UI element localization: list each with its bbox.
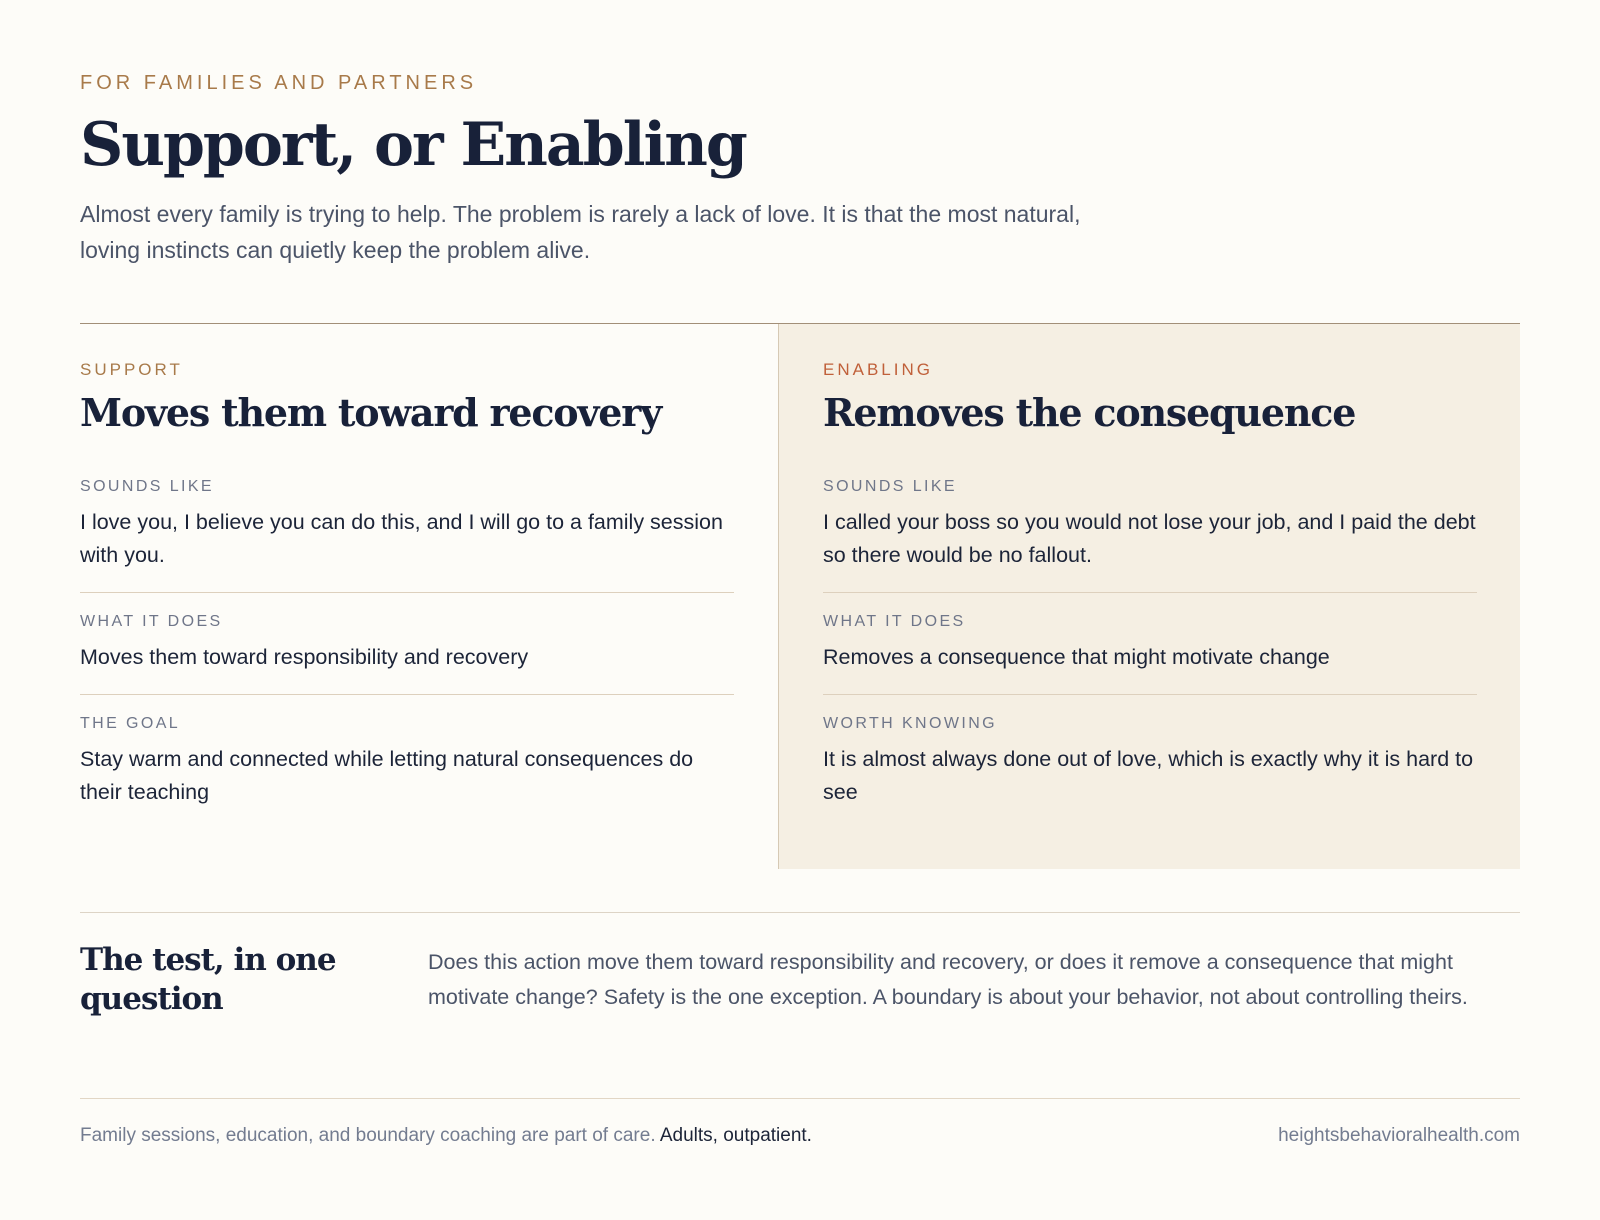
test-section (80, 912, 1520, 1099)
comparison-panel (80, 323, 1520, 869)
page-title: Support, or Enabling (80, 110, 746, 180)
enabling-row-worth-knowing (823, 694, 1477, 809)
eyebrow-label: FOR FAMILIES AND PARTNERS (80, 72, 478, 94)
footer-note-text: Family sessions, education, and boundary coaching are part of care. (80, 1125, 656, 1146)
support-column (80, 324, 778, 869)
enabling-heading: Removes the consequence (823, 390, 1356, 435)
intro-paragraph: Almost every family is trying to help. The problem is rarely a lack of love. It is that the most natural, loving instincts can quietly keep the problem alive. (80, 201, 1081, 263)
support-rows (80, 478, 734, 809)
enabling-column (778, 324, 1520, 869)
enabling-row-what-it-does (823, 592, 1477, 674)
row-label: WHAT IT DOES (823, 613, 966, 630)
footer (80, 1098, 1520, 1147)
test-body: Does this action move them toward responsibility and recovery, or does it remove a consequence that might motivate change? Safety is the one exception. A boundary is about your behavior, not about controlling theirs. (428, 950, 1468, 1009)
enabling-tag: ENABLING (823, 360, 933, 379)
row-label: WORTH KNOWING (823, 715, 998, 732)
footer-note (80, 1125, 812, 1146)
row-label: THE GOAL (80, 715, 181, 732)
enabling-rows (823, 478, 1477, 809)
support-row-sounds-like (80, 478, 734, 572)
support-row-the-goal (80, 694, 734, 809)
footer-note-emphasis: Adults, outpatient. (659, 1125, 812, 1146)
row-text: Stay warm and connected while letting natural consequences do their teaching (80, 747, 694, 804)
website-link[interactable]: heightsbehavioralhealth.com (1278, 1125, 1520, 1146)
row-text: Moves them toward responsibility and recovery (80, 645, 529, 669)
row-text: I called your boss so you would not lose your job, and I paid the debt so there would be no fallout. (823, 510, 1476, 567)
support-tag: SUPPORT (80, 360, 183, 379)
row-label: SOUNDS LIKE (80, 478, 214, 495)
support-row-what-it-does (80, 592, 734, 674)
test-heading: The test, in one question (80, 942, 336, 1017)
support-heading: Moves them toward recovery (80, 390, 661, 435)
row-text: It is almost always done out of love, which is exactly why it is hard to see (823, 747, 1474, 804)
row-label: SOUNDS LIKE (823, 478, 957, 495)
row-label: WHAT IT DOES (80, 613, 223, 630)
row-text: I love you, I believe you can do this, and I will go to a family session with you. (80, 510, 723, 567)
enabling-row-sounds-like (823, 478, 1477, 572)
row-text: Removes a consequence that might motivate change (823, 645, 1330, 669)
